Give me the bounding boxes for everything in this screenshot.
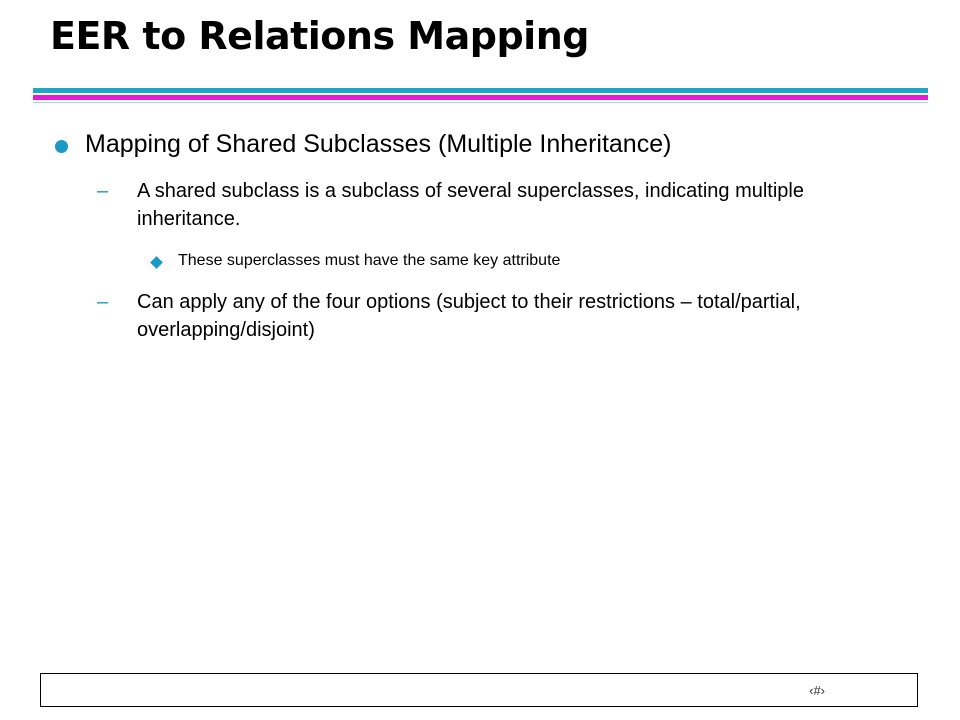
sub-bullet-2-text: Can apply any of the four options (subject to their restrictions – total/partial, overlapping/disjoint) [137, 291, 801, 341]
bullet-main-text: Mapping of Shared Subclasses (Multiple Inheritance) [85, 130, 672, 158]
sub-bullet-2 [97, 288, 887, 344]
sub-sub-bullet-1 [150, 249, 850, 273]
title-underline-magenta [33, 95, 928, 100]
dash-icon: – [97, 291, 109, 313]
slide-title: EER to Relations Mapping [50, 14, 589, 58]
dash-icon: – [97, 180, 109, 202]
sub-sub-bullet-1-text: These superclasses must have the same key attribute [178, 252, 561, 269]
bullet-dot-icon [55, 140, 68, 153]
title-underline-cyan [33, 88, 928, 93]
sub-bullet-1 [97, 177, 887, 233]
sub-bullet-1-text: A shared subclass is a subclass of several superclasses, indicating multiple inheritance. [137, 180, 804, 230]
title-underline-thin [33, 102, 928, 103]
footer-box [40, 673, 918, 707]
diamond-bullet-icon [150, 256, 163, 269]
slide-number: ‹#› [809, 683, 825, 698]
